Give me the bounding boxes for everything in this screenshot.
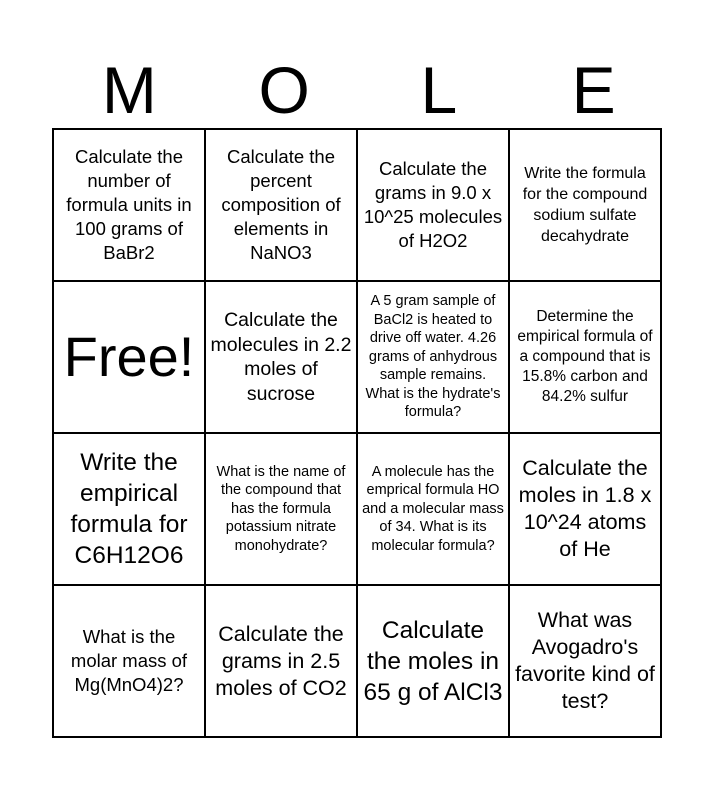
grid-row — [53, 585, 661, 737]
bingo-grid — [52, 128, 662, 738]
bingo-cell[interactable]: Write the empirical formula for C6H12O6 — [53, 433, 205, 585]
bingo-cell[interactable]: What is the name of the compound that has the formula potassium nitrate monohydrate? — [205, 433, 357, 585]
grid-row — [53, 433, 661, 585]
bingo-cell[interactable]: Calculate the number of formula units in 100 grams of BaBr2 — [53, 129, 205, 281]
bingo-cell[interactable]: A 5 gram sample of BaCl2 is heated to drive off water. 4.26 grams of anhydrous sample remains. What is the hydrate's formula? — [357, 281, 509, 433]
header-letter-o: O — [258, 53, 310, 127]
bingo-cell[interactable]: Calculate the moles in 1.8 x 10^24 atoms of He — [509, 433, 661, 585]
header-letter-l: L — [420, 53, 458, 127]
bingo-cell[interactable]: Calculate the grams in 2.5 moles of CO2 — [205, 585, 357, 737]
bingo-cell[interactable]: Calculate the percent composition of elements in NaNO3 — [205, 129, 357, 281]
bingo-cell[interactable]: What was Avogadro's favorite kind of test? — [509, 585, 661, 737]
grid-row — [53, 129, 661, 281]
bingo-cell[interactable]: What is the molar mass of Mg(MnO4)2? — [53, 585, 205, 737]
header-letter-e: E — [571, 53, 616, 127]
header-letter-m: M — [101, 53, 157, 127]
grid-row — [53, 281, 661, 433]
free-space-cell[interactable]: Free! — [53, 281, 205, 433]
bingo-cell[interactable]: A molecule has the emprical formula HO and a molecular mass of 34. What is its molecular formula? — [357, 433, 509, 585]
bingo-cell[interactable]: Write the formula for the compound sodium sulfate decahydrate — [509, 129, 661, 281]
bingo-cell[interactable]: Determine the empirical formula of a compound that is 15.8% carbon and 84.2% sulfur — [509, 281, 661, 433]
bingo-header — [52, 52, 671, 128]
bingo-cell[interactable]: Calculate the grams in 9.0 x 10^25 molecules of H2O2 — [357, 129, 509, 281]
bingo-cell[interactable]: Calculate the moles in 65 g of AlCl3 — [357, 585, 509, 737]
bingo-cell[interactable]: Calculate the molecules in 2.2 moles of sucrose — [205, 281, 357, 433]
